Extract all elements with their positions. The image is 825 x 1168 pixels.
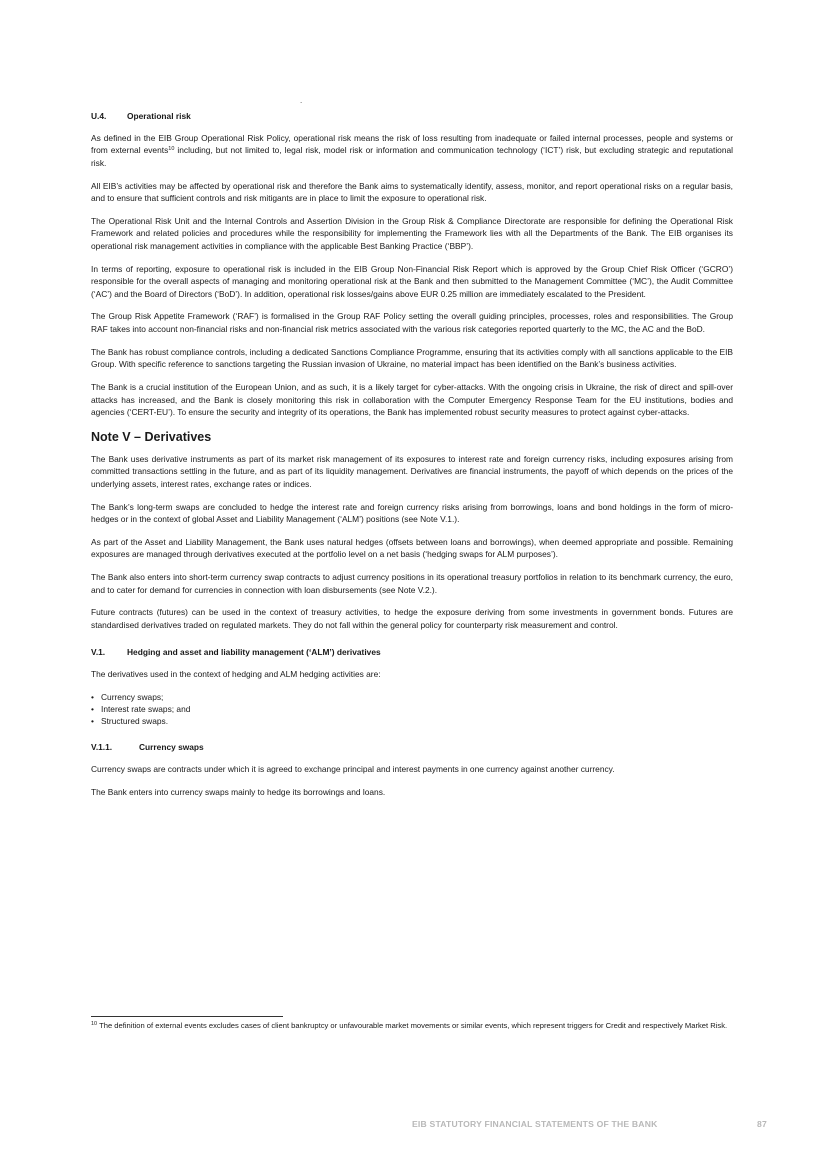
list-item-text: Interest rate swaps; and	[101, 703, 191, 714]
note-title: Note V – Derivatives	[91, 429, 212, 444]
paragraph: The Operational Risk Unit and the Internal Controls and Assertion Division in the Group Risk & Compliance Directorate are responsible for defining the Operational Risk Framework and related policies and procedures while the responsibility for implementing the Framework lies with all the Departments of the Bank. The EIB organises its operational risk management activities in compliance with the applicable Best Banking Practice (‘BBP’).	[91, 216, 733, 251]
footnote-text: The definition of external events excludes cases of client bankruptcy or unfavourable market movements or similar events, which represent triggers for Credit and respectively Market Risk.	[97, 1021, 728, 1030]
section-title: Currency swaps	[139, 742, 204, 753]
page-content	[91, 110, 733, 809]
paragraph: The Bank is a crucial institution of the European Union, and as such, it is a likely target for cyber-attacks. With the ongoing crisis in Ukraine, the risk of direct and spill-over attacks has increased, and the Bank is closely monitoring this risk in collaboration with the Computer Emergency Response Team for the EU institutions, bodies and agencies (‘CERT-EU’). To ensure the security and integrity of its operations, the Bank has implemented robust security measures to protect against cyber-attacks.	[91, 382, 733, 417]
list-item-text: Currency swaps;	[101, 691, 164, 702]
paragraph: The Bank uses derivative instruments as part of its market risk management of its exposures to interest rate and foreign currency risks, including exposures arising from committed transactions settling in the future, and as part of its liquidity management. Derivatives are financial instruments, the payoff of which depends on the prices of the underlying assets, interest rates, exchange rates or indices.	[91, 453, 733, 489]
footnote-divider	[91, 1016, 283, 1017]
paragraph: The Bank also enters into short-term currency swap contracts to adjust currency positions in its operational treasury portfolios in relation to its benchmark currency, the euro, and to cater for demand for currencies in connection with loan disbursements (see Note V.2.).	[91, 572, 733, 595]
footnote-number: 10	[91, 1021, 98, 1027]
paragraph: Future contracts (futures) can be used in the context of treasury activities, to hedge the exposure deriving from some investments in government bonds. Futures are standardised derivatives traded on regulated markets. They do not fall within the general policy for counterparty risk measurement and control.	[91, 607, 733, 630]
paragraph-text: including, but not limited to, legal risk, model risk or information and communication technology (‘ICT’) risk, but excluding strategic and reputational risk.	[91, 145, 734, 168]
paragraph: The Bank’s long-term swaps are concluded to hedge the interest rate and foreign currency risks arising from borrowings, loans and bond holdings in the form of micro-hedges or in the context of global Asset and Liability Management (‘ALM’) positions (see Note V.1.).	[91, 501, 733, 524]
section-title: Operational risk	[127, 111, 191, 121]
bullet-icon: •	[91, 703, 94, 714]
paragraph: As part of the Asset and Liability Management, the Bank uses natural hedges (offsets between loans and borrowings), when deemed appropriate and possible. Remaining exposures are managed through derivatives executed at the portfolio level on a net basis (‘hedging swaps for ALM purposes’).	[91, 536, 733, 560]
paragraph-text: As defined in the EIB Group Operational Risk Policy, operational risk means the risk of loss resulting from inadequate or failed internal processes, people and systems or from external events	[91, 133, 733, 156]
paragraph: All EIB’s activities may be affected by operational risk and therefore the Bank aims to systematically identify, assess, monitor, and report operational risks on a regular basis, and to ensure that sufficient controls and risk mitigants are in place to limit the exposure to operational risk.	[91, 180, 733, 204]
bullet-list	[91, 691, 733, 728]
list-item	[91, 703, 733, 715]
section-title: Hedging and asset and liability management (‘ALM’) derivatives	[127, 646, 381, 657]
section-number: V.1.	[91, 646, 106, 657]
section-number: V.1.1.	[91, 742, 113, 753]
footer-title: EIB STATUTORY FINANCIAL STATEMENTS OF THE BANK	[412, 1119, 658, 1129]
paragraph: The Bank has robust compliance controls, including a dedicated Sanctions Compliance Programme, ensuring that its activities comply with all sanctions applicable to the EIB Group. With specific reference to sanctions targeting the Russian invasion of Ukraine, no material impact has been identified on the Bank’s business activities.	[91, 346, 733, 370]
paragraph: Currency swaps are contracts under which it is agreed to exchange principal and interest payments in one currency against another currency.	[91, 764, 615, 775]
section-heading-v11	[91, 741, 733, 753]
list-item-text: Structured swaps.	[101, 716, 169, 727]
section-number: U.4.	[91, 111, 107, 121]
stray-mark: .	[300, 96, 303, 105]
page-number: 87	[757, 1119, 767, 1129]
paragraph: The derivatives used in the context of hedging and ALM hedging activities are:	[91, 668, 381, 679]
footnote	[91, 1021, 733, 1032]
bullet-icon: •	[91, 691, 94, 702]
footnote-reference[interactable]: 10	[168, 146, 175, 153]
list-item	[91, 691, 733, 703]
list-item	[91, 715, 733, 727]
paragraph: The Bank enters into currency swaps mainly to hedge its borrowings and loans.	[91, 787, 386, 798]
bullet-icon: •	[91, 716, 94, 727]
paragraph	[91, 132, 733, 169]
paragraph: In terms of reporting, exposure to operational risk is included in the EIB Group Non-Financial Risk Report which is approved by the Group Chief Risk Officer (‘GCRO’) responsible for the overall aspects of managing and monitoring operational risk at the Bank and then submitted to the Management Committee (‘MC’), the Audit Committee (‘AC’) and the Board of Directors (‘BoD’). In addition, operational risk losses/gains above EUR 0.25 million are immediately escalated to the President.	[91, 263, 733, 299]
paragraph: The Group Risk Appetite Framework (‘RAF’) is formalised in the Group RAF Policy setting the overall guiding principles, processes, roles and responsibilities. The Group RAF takes into account non-financial risks and non-financial risk metrics associated with the various risk categories reported quarterly to the MC, the AC and the BoD.	[91, 311, 733, 334]
section-heading-u4	[91, 110, 733, 122]
section-heading-v1	[91, 646, 733, 658]
